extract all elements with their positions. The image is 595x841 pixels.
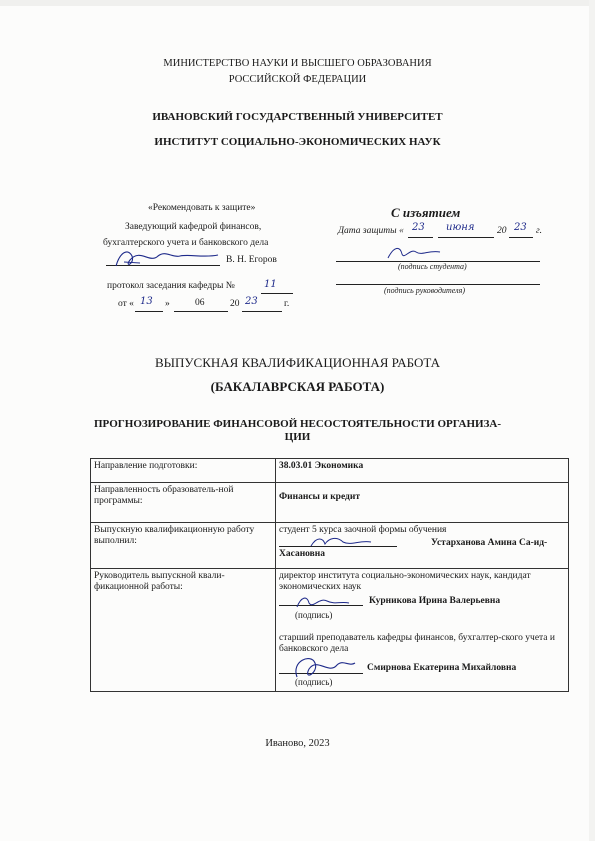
supervisor-2-name: Смирнова Екатерина Михайловна xyxy=(367,663,517,673)
work-type-line-1: ВЫПУСКНАЯ КВАЛИФИКАЦИОННАЯ РАБОТА xyxy=(154,355,441,370)
defense-suffix: г. xyxy=(536,226,542,236)
date-sep: » xyxy=(165,299,170,309)
supervisor-1-signature-caption: (подпись) xyxy=(295,610,333,620)
author-description: студент 5 курса заочной формы обучения xyxy=(279,525,447,535)
head-signature-scribble xyxy=(110,244,222,272)
defense-year-line xyxy=(509,236,533,238)
supervisor-2-description: старший преподаватель кафедры финансов, бухгалтер-ского учета и банковского дела xyxy=(279,633,555,654)
city-year: Иваново, 2023 xyxy=(265,738,330,749)
head-signature-line xyxy=(106,264,220,266)
topic-line-2: ЦИИ xyxy=(284,431,311,443)
defense-date-label: Дата защиты « xyxy=(338,226,404,236)
ministry-line-2: РОССИЙСКОЙ ФЕДЕРАЦИИ xyxy=(228,74,367,85)
head-title-line-2: бухгалтерского учета и банковского дела xyxy=(103,238,269,248)
protocol-number: 11 xyxy=(264,279,277,290)
protocol-number-line xyxy=(261,292,293,294)
date-year: 23 xyxy=(245,296,258,307)
date-from-label: от « xyxy=(118,299,134,309)
head-name: В. Н. Егоров xyxy=(226,255,277,265)
table-row xyxy=(91,523,569,569)
ministry-line-1: МИНИСТЕРСТВО НАУКИ И ВЫСШЕГО ОБРАЗОВАНИЯ xyxy=(163,58,432,69)
supervisor-1-name: Курникова Ирина Валерьевна xyxy=(369,596,501,606)
university-name: ИВАНОВСКИЙ ГОСУДАРСТВЕННЫЙ УНИВЕРСИТЕТ xyxy=(152,111,443,123)
author-name-block xyxy=(279,536,565,560)
supervisor-2-block xyxy=(279,655,565,689)
table-row xyxy=(91,459,569,483)
date-year-prefix: 20 xyxy=(230,299,240,309)
topic-line-1: ПРОГНОЗИРОВАНИЕ ФИНАНСОВОЙ НЕСОСТОЯТЕЛЬНОСТИ ОРГАНИЗА- xyxy=(94,418,501,430)
date-day-line xyxy=(135,310,163,312)
date-suffix: г. xyxy=(284,299,290,309)
defense-year-prefix: 20 xyxy=(497,226,507,236)
supervisor-cell xyxy=(276,569,569,692)
protocol-label: протокол заседания кафедры № xyxy=(107,281,235,291)
date-day: 13 xyxy=(140,296,153,307)
table-row xyxy=(91,569,569,692)
stamp-text: С изъятием xyxy=(391,205,461,220)
date-year-line xyxy=(242,310,282,312)
recommend-text: «Рекомендовать к защите» xyxy=(148,203,256,213)
info-table xyxy=(90,458,569,692)
date-month-line xyxy=(174,310,228,312)
defense-month: июня xyxy=(446,222,475,233)
direction-label: Направление подготовки: xyxy=(91,459,276,483)
supervisor-label: Руководитель выпускной квали-фикационной работы: xyxy=(91,569,276,692)
scan-edge-top xyxy=(0,0,595,6)
student-signature-caption: (подпись студента) xyxy=(398,262,467,271)
defense-month-line xyxy=(438,236,494,238)
defense-day-line xyxy=(408,236,433,238)
defense-day: 23 xyxy=(412,222,425,233)
program-value xyxy=(276,483,569,523)
supervisor-2-signature-caption: (подпись) xyxy=(295,677,333,687)
table-row xyxy=(91,483,569,523)
supervisor-signature-line xyxy=(336,283,540,285)
program-label: Направленность образователь-ной программы: xyxy=(91,483,276,523)
date-month: 06 xyxy=(195,298,205,308)
supervisor-1-block xyxy=(279,593,565,633)
author-cell xyxy=(276,523,569,569)
program-value-text: Финансы и кредит xyxy=(279,492,360,502)
institute-name: ИНСТИТУТ СОЦИАЛЬНО-ЭКОНОМИЧЕСКИХ НАУК xyxy=(154,136,441,148)
supervisor-1-description: директор института социально-экономических наук, кандидат экономических наук xyxy=(279,571,531,592)
author-name: Устарханова Амина Са-ид-Хасановна xyxy=(279,538,548,559)
head-title-line-1: Заведующий кафедрой финансов, xyxy=(125,222,262,232)
supervisor-signature-caption: (подпись руководителя) xyxy=(384,286,465,295)
author-label: Выпускную квалификационную работу выполнил: xyxy=(91,523,276,569)
direction-value: 38.03.01 Экономика xyxy=(276,459,569,483)
work-type-line-2: (БАКАЛАВРСКАЯ РАБОТА) xyxy=(210,379,385,394)
defense-year: 23 xyxy=(514,222,527,233)
